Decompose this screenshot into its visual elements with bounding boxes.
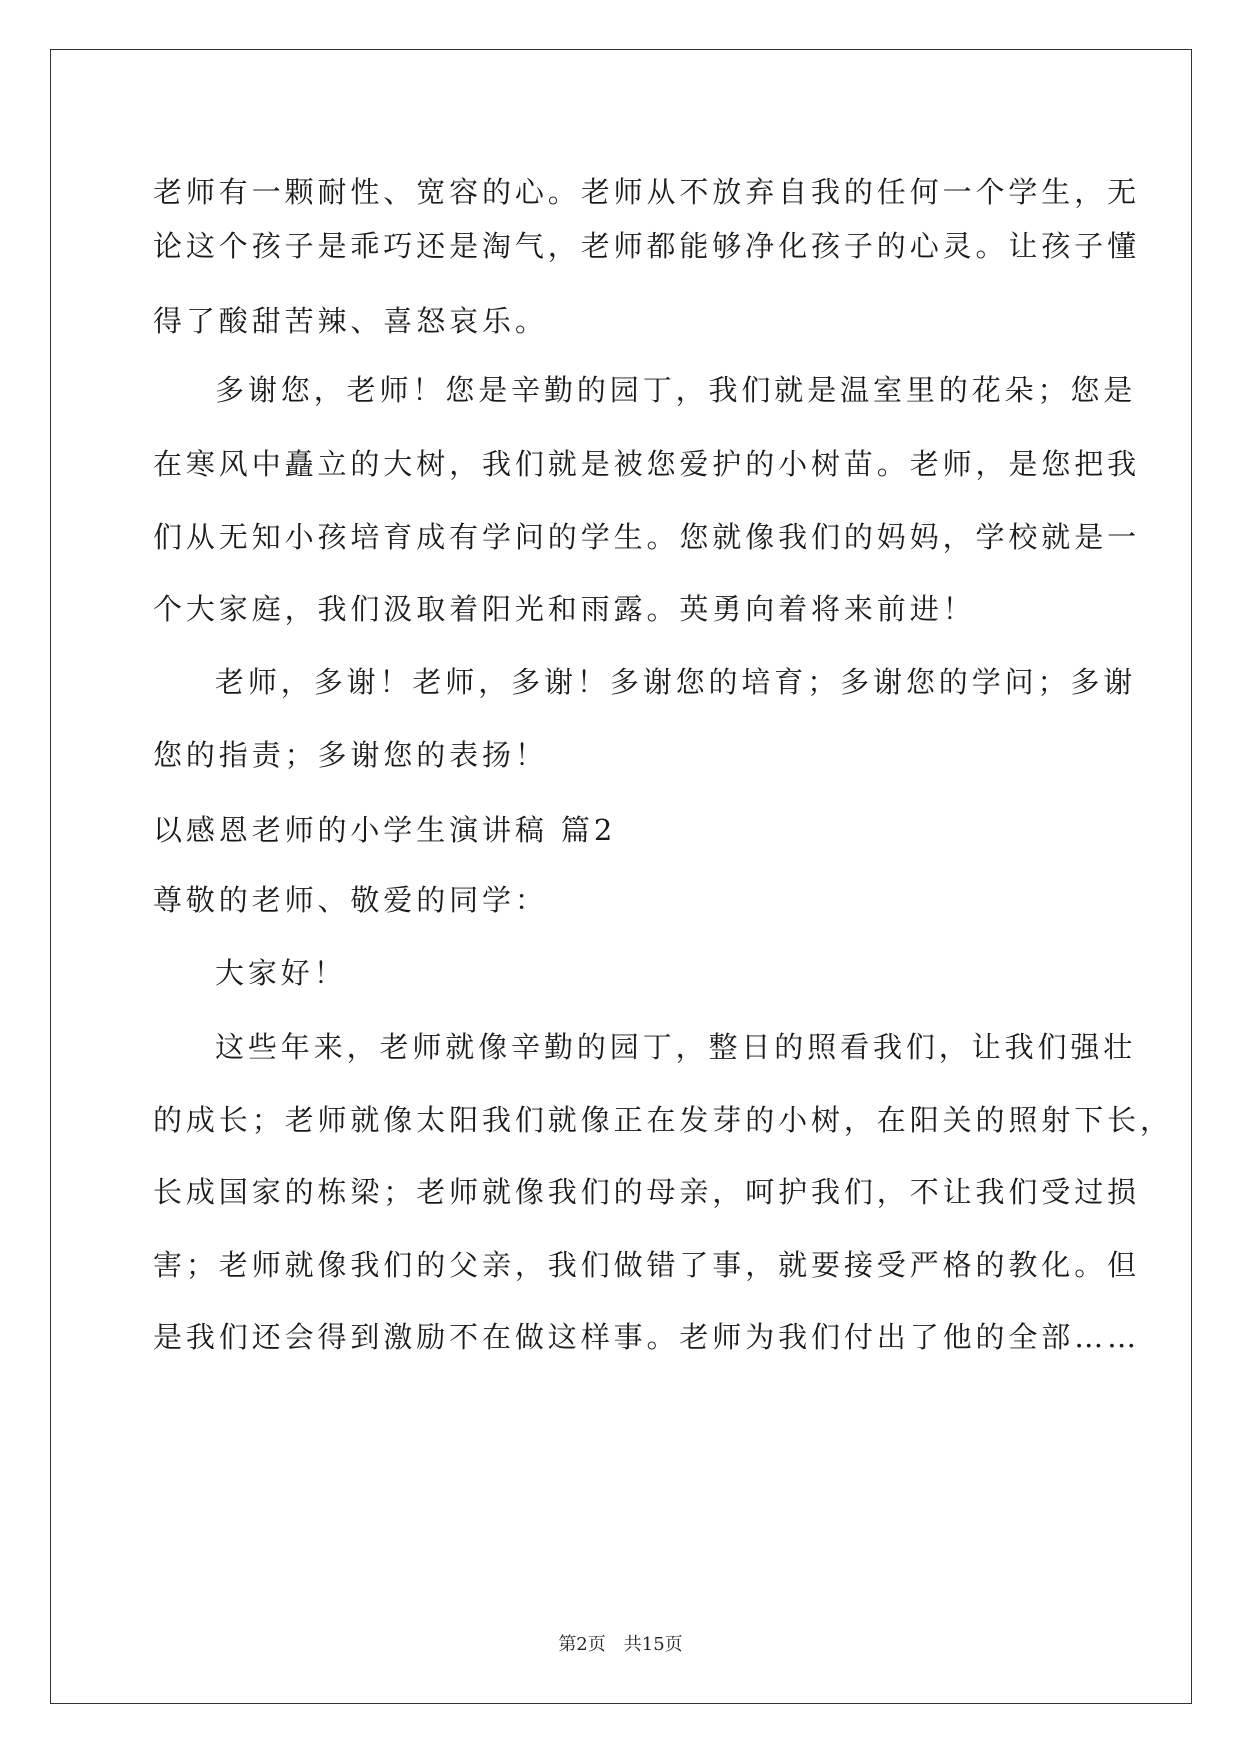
text-line: 老师，多谢！老师，多谢！多谢您的培育；多谢您的学问；多谢: [215, 665, 1137, 699]
page-border: [50, 49, 1192, 1704]
text-line: 们从无知小孩培育成有学问的学生。您就像我们的妈妈，学校就是一: [153, 520, 1141, 554]
text-line: 是我们还会得到激励不在做这样事。老师为我们付出了他的全部……: [153, 1320, 1141, 1354]
text-line: 您的指责；多谢您的表扬！: [153, 738, 548, 772]
page-footer: [0, 1633, 1241, 1657]
page-number: 第2页: [558, 1634, 606, 1655]
text-line: 多谢您，老师！您是辛勤的园丁，我们就是温室里的花朵；您是: [215, 373, 1137, 407]
text-line: 得了酸甜苦辣、喜怒哀乐。: [153, 304, 548, 338]
text-line: 的成长；老师就像太阳我们就像正在发芽的小树，在阳关的照射下长，: [153, 1103, 1173, 1137]
text-line: 个大家庭，我们汲取着阳光和雨露。英勇向着将来前进！: [153, 592, 976, 626]
text-line: 长成国家的栋梁；老师就像我们的母亲，呵护我们，不让我们受过损: [153, 1175, 1141, 1209]
section-heading: 以感恩老师的小学生演讲稿 篇2: [153, 813, 617, 847]
page-total: 共15页: [623, 1634, 683, 1655]
text-line: 论这个孩子是乖巧还是淘气，老师都能够净化孩子的心灵。让孩子懂: [153, 229, 1141, 263]
salutation: 尊敬的老师、敬爱的同学：: [153, 883, 548, 917]
text-line: 老师有一颗耐性、宽容的心。老师从不放弃自我的任何一个学生，无: [153, 175, 1141, 209]
text-line: 在寒风中矗立的大树，我们就是被您爱护的小树苗。老师，是您把我: [153, 447, 1141, 481]
text-line: 这些年来，老师就像辛勤的园丁，整日的照看我们，让我们强壮: [215, 1030, 1137, 1064]
text-line: 害；老师就像我们的父亲，我们做错了事，就要接受严格的教化。但: [153, 1248, 1141, 1282]
greeting: 大家好！: [215, 956, 347, 990]
